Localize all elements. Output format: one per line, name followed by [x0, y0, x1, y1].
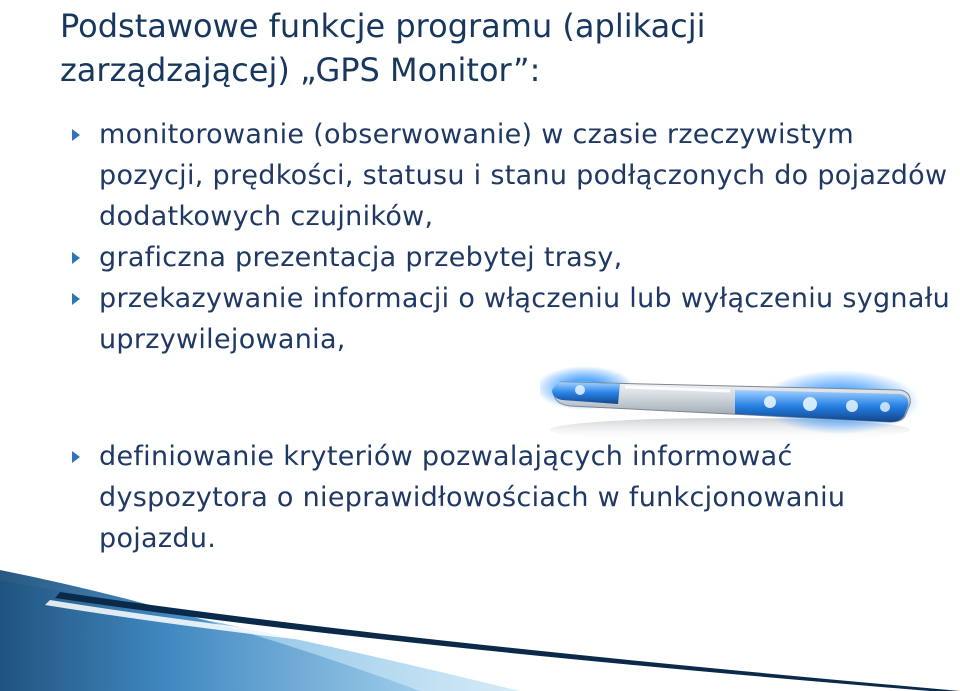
light-spot [880, 402, 890, 412]
bullet-text: przekazywanie informacji o włączeniu lub wyłączeniu sygnału uprzywilejowania, [99, 283, 951, 355]
bullet-text: graficzna prezentacja przebytej trasy, [99, 242, 623, 273]
light-spot [803, 397, 817, 411]
bullet-item-route [72, 237, 952, 278]
bullet-arrow-icon [72, 129, 80, 141]
bullet-text: definiowanie kryteriów pozwalających informować dyspozytora o nieprawidłowościach w funkcjonowaniu pojazdu. [99, 441, 846, 554]
bullet-item-monitoring [72, 114, 952, 237]
bullet-arrow-icon [72, 252, 80, 264]
bullet-arrow-icon [72, 451, 80, 463]
bullet-arrow-icon [72, 293, 80, 305]
slide-title: Podstawowe funkcje programu (aplikacji zarządzającej) „GPS Monitor”: [60, 7, 706, 89]
swoosh-mid [0, 570, 420, 691]
police-lightbar-image [540, 360, 920, 450]
light-spot [575, 385, 585, 395]
bottom-decoration [0, 570, 960, 691]
bullet-list [72, 114, 952, 559]
bullet-item-criteria [72, 436, 952, 559]
bullet-text: monitorowanie (obserwowanie) w czasie rzeczywistym pozycji, prędkości, statusu i stanu podłączonych do pojazdów dodatkowych czujników, [99, 119, 948, 232]
light-spot [846, 400, 858, 412]
light-spot [764, 396, 776, 408]
bullet-item-signal [72, 278, 952, 360]
